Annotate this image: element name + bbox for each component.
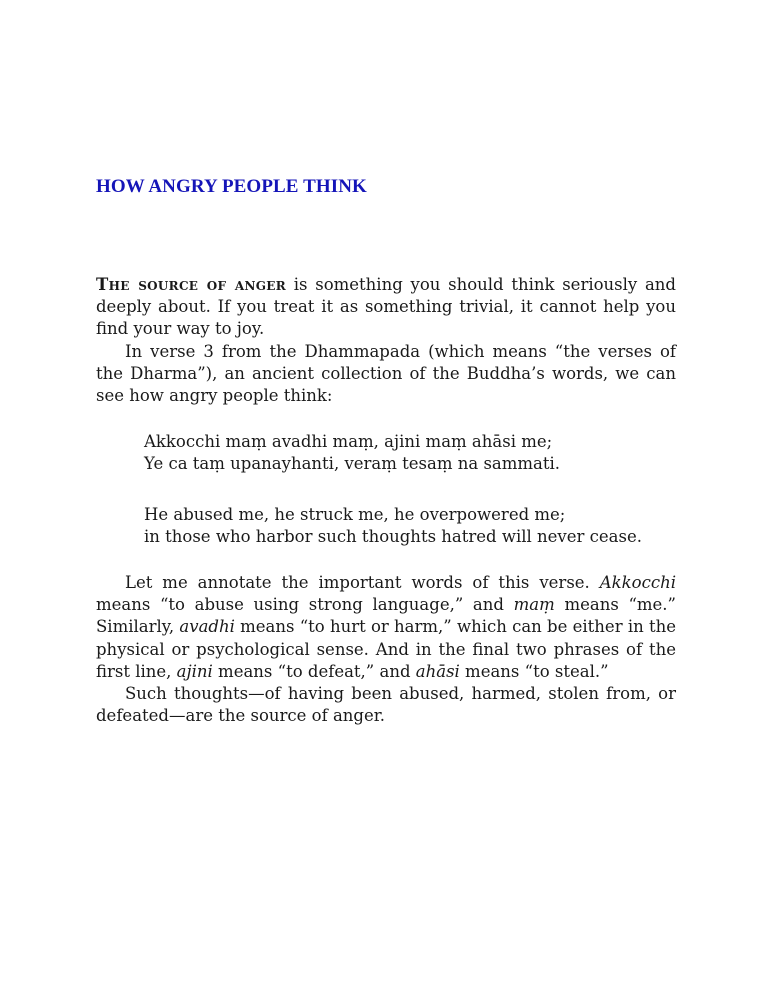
lead-in-smallcaps: The source of anger [96, 275, 287, 294]
term-akkocchi: Akkocchi [599, 573, 676, 593]
paragraph-3-text-3: means “me.” Similarly, [96, 595, 676, 637]
term-ajini: ajini [176, 661, 213, 681]
paragraph-3-text-6: means “to steal.” [459, 661, 609, 681]
verse-english [144, 504, 676, 548]
term-ahasi: ahāsi [415, 661, 460, 681]
paragraph-3-text-2: means “to abuse using strong language,” and [96, 595, 514, 615]
paragraph-3-text-5: means “to defeat,” and [212, 661, 416, 681]
paragraph-1-text: is something you should think seriously and deeply about. If you treat it as something trivial, it cannot help you find your way to joy. [96, 275, 676, 339]
paragraph-3-text-1: Let me annotate the important words of this verse. [125, 573, 600, 593]
term-avadhi: avadhi [179, 617, 235, 637]
paragraph-4: Such thoughts—of having been abused, harmed, stolen from, or defeated—are the source of anger. [96, 684, 676, 726]
verse-pali-line-1: Akkocchi maṃ avadhi maṃ, ajini maṃ ahāsi me; [144, 432, 553, 452]
verse-english-line-2: in those who harbor such thoughts hatred will never cease. [144, 526, 642, 546]
body-text [96, 274, 676, 727]
paragraph-3-text-4: means “to hurt or harm,” which can be either in the physical or psychological sense. And in the final two phrases of the first line, [96, 617, 676, 681]
verse-pali-line-2: Ye ca taṃ upanayhanti, veraṃ tesaṃ na sammati. [144, 454, 561, 474]
verse-english-line-1: He abused me, he struck me, he overpowered me; [144, 504, 566, 524]
chapter-title: HOW ANGRY PEOPLE THINK [96, 176, 367, 197]
paragraph-3 [96, 572, 676, 683]
verse-pali [144, 431, 676, 475]
paragraph-2: In verse 3 from the Dhammapada (which means “the verses of the Dharma”), an ancient collection of the Buddha’s words, we can see how angry people think: [96, 341, 676, 406]
paragraph-1 [96, 274, 676, 341]
term-mam: maṃ [513, 595, 555, 615]
